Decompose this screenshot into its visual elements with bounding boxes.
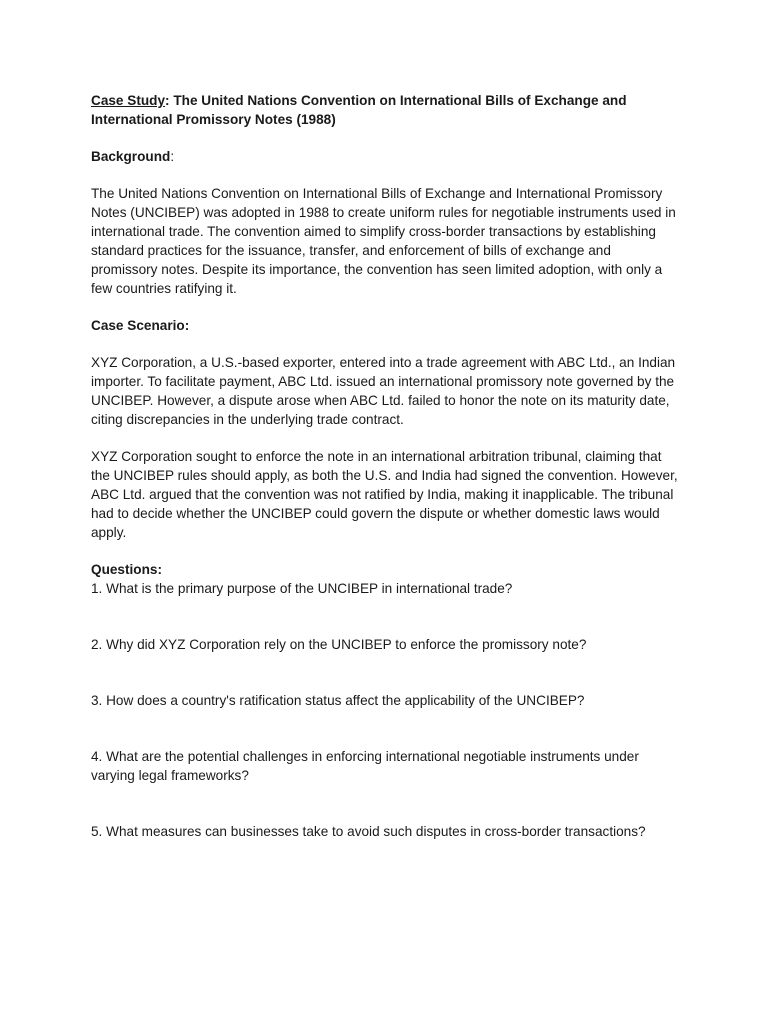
background-heading-line: [91, 147, 680, 166]
question-4: 4. What are the potential challenges in enforcing international negotiable instruments under varying legal frameworks?: [91, 749, 639, 783]
question-5: 5. What measures can businesses take to avoid such disputes in cross-border transactions?: [91, 824, 646, 839]
title-text: : The United Nations Convention on International Bills of Exchange and International Promissory Notes (1988): [91, 93, 627, 127]
title-label: Case Study: [91, 93, 166, 108]
question-1: 1. What is the primary purpose of the UNCIBEP in international trade?: [91, 581, 513, 596]
questions-list: [91, 579, 680, 841]
background-paragraph: The United Nations Convention on International Bills of Exchange and International Promissory Notes (UNCIBEP) was adopted in 1988 to create uniform rules for negotiable instruments used in international trade. The convention aimed to simplify cross-border transactions by establishing standard practices for the issuance, transfer, and enforcement of bills of exchange and promissory notes. Despite its importance, the convention has seen limited adoption, with only a few countries ratifying it.: [91, 186, 676, 296]
case-scenario-heading: Case Scenario:: [91, 318, 190, 333]
case-scenario-paragraph-1: XYZ Corporation, a U.S.-based exporter, entered into a trade agreement with ABC Ltd., an Indian importer. To facilitate payment, ABC Ltd. issued an international promissory note governed by the UNCIBEP. However, a dispute arose when ABC Ltd. failed to honor the note on its maturity date, citing discrepancies in the underlying trade contract.: [91, 355, 676, 427]
background-colon: :: [170, 149, 175, 164]
document-title: [91, 91, 680, 129]
question-3: 3. How does a country's ratification status affect the applicability of the UNCIBEP?: [91, 693, 585, 708]
case-scenario-paragraph-2: XYZ Corporation sought to enforce the note in an international arbitration tribunal, claiming that the UNCIBEP rules should apply, as both the U.S. and India had signed the convention. However, ABC Ltd. argued that the convention was not ratified by India, making it inapplicable. The tribunal had to decide whether the UNCIBEP could govern the dispute or whether domestic laws would apply.: [91, 449, 678, 540]
background-heading: Background: [91, 149, 171, 164]
question-2: 2. Why did XYZ Corporation rely on the UNCIBEP to enforce the promissory note?: [91, 637, 587, 652]
questions-heading: Questions:: [91, 562, 162, 577]
